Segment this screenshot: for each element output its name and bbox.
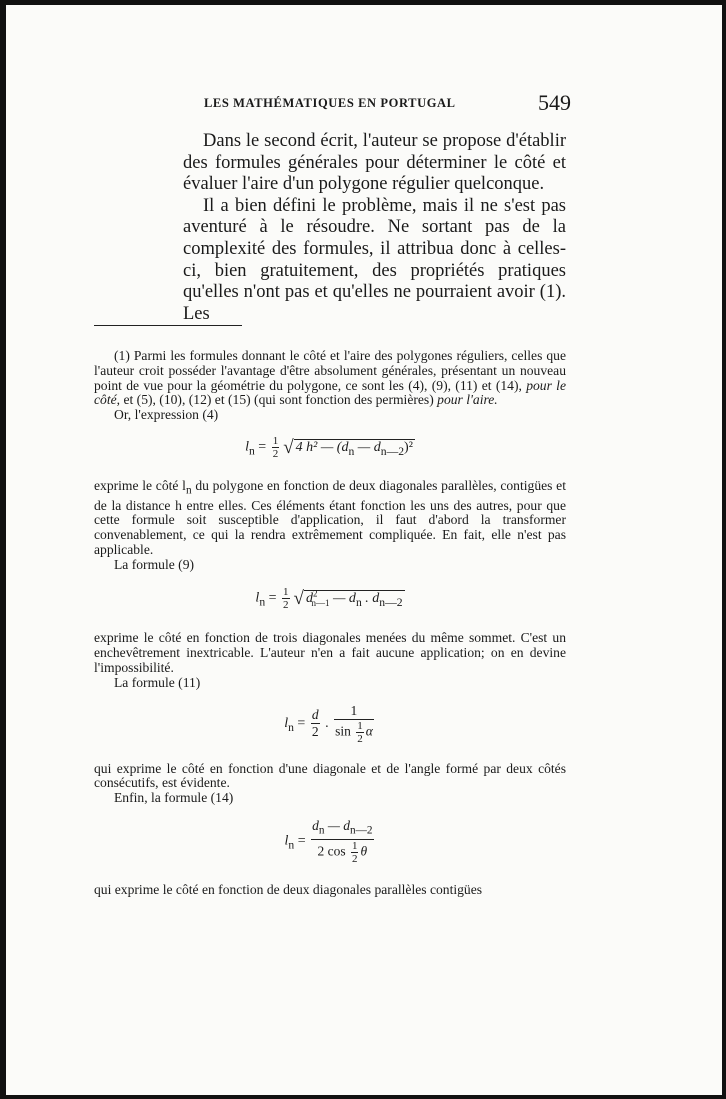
footnote-paragraph: qui exprime le côté en fonction d'une diagonale et de l'angle formé par deux côtés consécutifs, est évidente. <box>94 760 566 791</box>
formula-radicand: 4 h² — ($d_n$ — $d_{n—2})^2$ <box>295 439 413 458</box>
footnote-separator <box>94 325 242 326</box>
footnote <box>94 349 566 898</box>
main-paragraph: Dans le second écrit, l'auteur se propose d'établir des formules générales pour déterminer le côté et évaluer l'aire d'un polygone régulier quelconque. <box>183 131 566 195</box>
main-paragraph: Il a bien défini le problème, mais il ne s'est pas aventuré à le résoudre. Ne sortant pas de la complexité des formules, il attribua donc à celles-ci, bien gratuitement, des propriétés pratiques qu'elles n'ont pas et qu'elles ne pourraient avoir (1). Les <box>183 195 566 324</box>
formula-fraction: $\frac{d}{2}$ <box>311 707 319 740</box>
formula-equals: = <box>258 439 267 455</box>
footnote-paragraph: exprime le côté en fonction de trois diagonales menées du même sommet. C'est un enchevêtrement inextricable. L'auteur n'en a fait aucune application; on en devine l'impossibilité. <box>94 630 566 676</box>
footnote-emphasis: pour le côté <box>94 377 566 408</box>
footnote-paragraph: qui exprime le côté en fonction de deux diagonales parallèles contigües <box>94 881 483 897</box>
formula-symbol: l <box>255 591 260 607</box>
running-title: LES MATHÉMATIQUES EN PORTUGAL <box>204 96 456 110</box>
footnote-text: , et (5), (10), (12) et (15) (qui sont fonction des permières) <box>116 392 434 408</box>
formula-symbol: l <box>284 833 289 849</box>
page-number: 549 <box>538 90 571 115</box>
sqrt-icon: √ <box>293 588 304 610</box>
formula-fraction: $\frac{1}{2}$ <box>272 434 279 460</box>
formula-11: $l_n$ = $\frac{d}{2}$ . 1 sin $\frac{1}{2}$ α <box>284 702 373 745</box>
footnote-paragraph: Enfin, la formule (14) <box>114 790 234 806</box>
footnote-paragraph: exprime le côté $l_n$ du polygone en fonction de deux diagonales parallèles, contigües et de la distance h entre elles. Ces éléments étant fonction les uns des autres, pour que cette formule soit susceptible d'application, il faut d'abord la transformer convenablement, ce qui la rendra extrêmement compliquée. En fait, elle n'est pas applicable. <box>94 477 566 557</box>
formula-symbol: l <box>245 439 249 455</box>
footnote-paragraph: La formule (11) <box>114 674 201 690</box>
formula-9: $l_n$ = $\frac{1}{2}$ √ $d^2_{n—1}$ — $d_n$ . $d_{n—2}$ <box>255 586 403 612</box>
formula-subscript: n <box>248 444 255 458</box>
main-text <box>183 131 566 325</box>
formula-fraction: $d_n$ — $d_{n—2}$ 2 cos $\frac{1}{2}$ θ <box>312 818 373 865</box>
footnote-paragraph <box>94 349 566 408</box>
formula-14: $l_n$ = $d_n$ — $d_{n—2}$ 2 cos $\frac{1}{2}$ θ <box>284 818 373 865</box>
formula-fraction: 1 sin $\frac{1}{2}$ α <box>335 702 373 745</box>
footnote-paragraph: Or, l'expression (4) <box>114 407 219 423</box>
footnote-text: (1) Parmi les formules donnant le côté et l'aire des polygones réguliers, celles que l'auteur croit posséder l'avantage d'être absolument générales, présentant un nouveau point de vue pour la géométrie du polygone, ce sont les (4), (9), (11) et (14), <box>94 348 566 393</box>
formula-symbol: l <box>284 715 289 731</box>
formula-fraction: $\frac{1}{2}$ <box>283 586 289 612</box>
formula-radicand: $d^2_{n—1}$ — $d_n$ . $d_{n—2}$ <box>305 588 403 609</box>
footnote-emphasis: pour l'aire. <box>437 392 498 408</box>
sqrt-icon: √ <box>283 436 294 458</box>
footnote-paragraph: La formule (9) <box>114 556 195 572</box>
formula-4 <box>94 435 566 460</box>
